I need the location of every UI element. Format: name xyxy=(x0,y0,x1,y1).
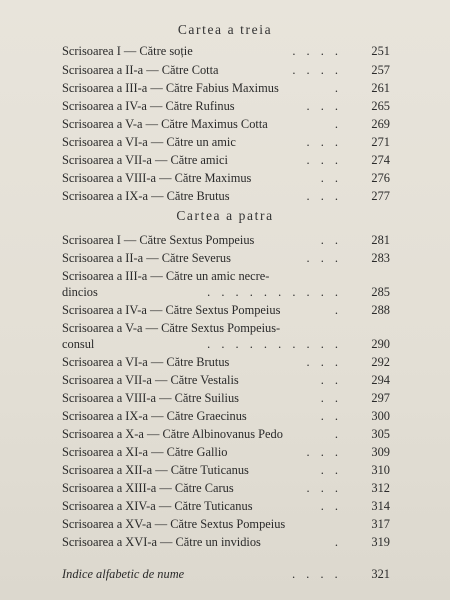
page-number: 314 xyxy=(371,499,390,513)
page-number: 281 xyxy=(371,233,390,247)
page-number: 319 xyxy=(371,535,390,549)
toc-entry xyxy=(62,390,390,407)
leader-dots: . . . xyxy=(306,189,342,203)
page-number: 309 xyxy=(371,445,390,459)
entry-title: Scrisoarea a IX-a — Către Graecinus xyxy=(62,409,247,423)
leader-dots: . . xyxy=(320,233,342,247)
toc-entry xyxy=(62,372,390,389)
entry-title: Scrisoarea a III-a — Către Fabius Maximus xyxy=(62,81,279,95)
entry-title: Scrisoarea a XII-a — Către Tuticanus xyxy=(62,463,249,477)
entry-title: Scrisoarea a XV-a — Către Sextus Pompeius xyxy=(62,517,286,531)
toc-entry xyxy=(62,426,390,443)
page-number: 276 xyxy=(371,171,390,185)
toc-entry-continuation xyxy=(62,284,390,301)
entry-title: Scrisoarea a X-a — Către Albinovanus Pedo xyxy=(62,427,283,441)
page-number: 290 xyxy=(371,337,390,351)
toc-entry xyxy=(62,444,390,461)
leader-dots: . xyxy=(334,117,342,131)
leader-dots: . . . xyxy=(306,99,342,113)
entry-title: Scrisoarea a VIII-a — Către Suilius xyxy=(62,391,239,405)
entry-title: Scrisoarea a VI-a — Către un amic xyxy=(62,135,236,149)
toc-entry xyxy=(62,80,390,97)
page-number: 261 xyxy=(371,81,390,95)
page-number: 294 xyxy=(371,373,390,387)
toc-entry xyxy=(62,354,390,371)
page-number: 271 xyxy=(371,135,390,149)
entry-title: Scrisoarea a II-a — Către Cotta xyxy=(62,63,219,77)
leader-dots: . . . xyxy=(306,135,342,149)
entry-title: Indice alfabetic de nume xyxy=(62,567,185,581)
page-number: 274 xyxy=(371,153,390,167)
toc-entry xyxy=(62,134,390,151)
leader-dots: . . xyxy=(320,499,342,513)
leader-dots: . . xyxy=(320,391,342,405)
page-number: 305 xyxy=(371,427,390,441)
leader-dots: . . . . xyxy=(292,567,342,581)
leader-dots: . xyxy=(334,427,342,441)
leader-dots: . . . xyxy=(306,481,342,495)
page-number: 277 xyxy=(371,189,390,203)
page-number: 312 xyxy=(371,481,390,495)
entry-title: Scrisoarea a IV-a — Către Rufinus xyxy=(62,99,235,113)
leader-dots: . . . . . . . . . . xyxy=(207,285,342,299)
toc-entry xyxy=(62,170,390,187)
toc-entry xyxy=(62,320,390,337)
entry-title: Scrisoarea a VII-a — Către Vestalis xyxy=(62,373,239,387)
entry-title: Scrisoarea a III-a — Către un amic necre- xyxy=(62,269,270,283)
toc-entry xyxy=(62,232,390,249)
page-number: 288 xyxy=(371,303,390,317)
toc-entry-index xyxy=(62,566,390,583)
page-number: 292 xyxy=(371,355,390,369)
page-number: 257 xyxy=(371,63,390,77)
toc-entry xyxy=(62,62,390,79)
toc-entry xyxy=(62,98,390,115)
entry-title: Scrisoarea a XI-a — Către Gallio xyxy=(62,445,228,459)
toc-entry xyxy=(62,516,390,533)
toc-entry xyxy=(62,462,390,479)
toc-entry xyxy=(62,116,390,133)
toc-entry xyxy=(62,152,390,169)
entry-title: Scrisoarea a XIV-a — Către Tuticanus xyxy=(62,499,253,513)
leader-dots: . xyxy=(334,535,342,549)
entry-title: consul xyxy=(62,337,95,351)
entry-title: Scrisoarea a VIII-a — Către Maximus xyxy=(62,171,252,185)
page-number: 251 xyxy=(371,44,390,58)
entry-title: Scrisoarea a XVI-a — Către un invidios xyxy=(62,535,261,549)
entry-title: Scrisoarea a XIII-a — Către Carus xyxy=(62,481,234,495)
toc-entry xyxy=(62,534,390,551)
entry-title: dincios xyxy=(62,285,98,299)
leader-dots: . . . . . . . . . . xyxy=(207,337,342,351)
leader-dots: . . . xyxy=(306,251,342,265)
page-number: 269 xyxy=(371,117,390,131)
toc-entry xyxy=(62,188,390,205)
entry-title: Scrisoarea a IV-a — Către Sextus Pompeius xyxy=(62,303,281,317)
entry-title: Scrisoarea a V-a — Către Sextus Pompeius- xyxy=(62,321,281,335)
entry-title: Scrisoarea I — Către Sextus Pompeius xyxy=(62,233,255,247)
entry-title: Scrisoarea a V-a — Către Maximus Cotta xyxy=(62,117,268,131)
page-number: 300 xyxy=(371,409,390,423)
entry-title: Scrisoarea a II-a — Către Severus xyxy=(62,251,231,265)
toc-entry xyxy=(62,43,390,60)
leader-dots: . . xyxy=(320,463,342,477)
toc-entry-continuation xyxy=(62,336,390,353)
page-number: 265 xyxy=(371,99,390,113)
entry-title: Scrisoarea a VII-a — Către amici xyxy=(62,153,228,167)
leader-dots: . . xyxy=(320,409,342,423)
toc-entry xyxy=(62,498,390,515)
page-number: 285 xyxy=(371,285,390,299)
toc-entry xyxy=(62,250,390,267)
leader-dots: . . . xyxy=(306,153,342,167)
entry-title: Scrisoarea I — Către soție xyxy=(62,44,193,58)
page-number: 297 xyxy=(371,391,390,405)
leader-dots: . . . . xyxy=(292,44,342,58)
toc-entry xyxy=(62,480,390,497)
toc-entry xyxy=(62,408,390,425)
leader-dots: . xyxy=(334,303,342,317)
leader-dots: . xyxy=(334,81,342,95)
entry-title: Scrisoarea a VI-a — Către Brutus xyxy=(62,355,230,369)
leader-dots: . . xyxy=(320,171,342,185)
leader-dots: . . . . xyxy=(292,63,342,77)
page-number: 321 xyxy=(371,567,390,581)
toc-entry xyxy=(62,268,390,285)
section-heading-book-three: Cartea a treia xyxy=(177,22,273,37)
page-number: 317 xyxy=(371,517,390,531)
section-heading-book-four: Cartea a patra xyxy=(176,208,274,223)
entry-title: Scrisoarea a IX-a — Către Brutus xyxy=(62,189,230,203)
page-number: 310 xyxy=(371,463,390,477)
leader-dots: . . xyxy=(320,373,342,387)
leader-dots: . . . xyxy=(306,355,342,369)
toc-entry xyxy=(62,302,390,319)
leader-dots: . . . xyxy=(306,445,342,459)
page-number: 283 xyxy=(371,251,390,265)
